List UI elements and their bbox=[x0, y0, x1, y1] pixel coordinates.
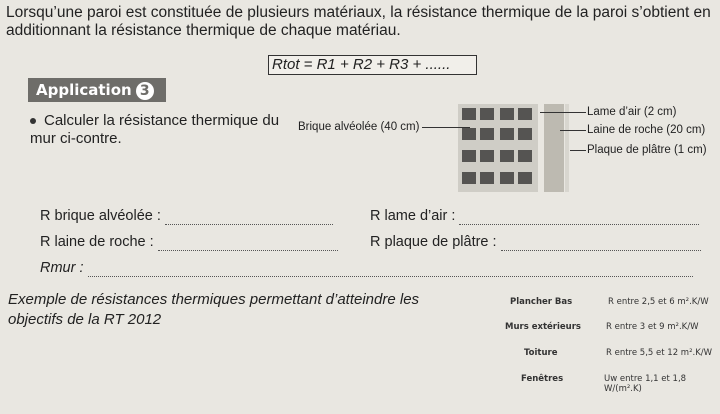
field-r-plaque bbox=[370, 233, 701, 251]
label-plaque: Plaque de plâtre (1 cm) bbox=[587, 144, 707, 156]
table-row-3-value: R entre 5,5 et 12 m².K/W bbox=[606, 348, 713, 358]
table-row-2-item: Murs extérieurs bbox=[505, 322, 581, 332]
wall-illustration bbox=[458, 104, 578, 192]
field-r-laine-blank[interactable] bbox=[158, 250, 338, 251]
field-r-lame-blank[interactable] bbox=[459, 224, 699, 225]
instruction bbox=[30, 112, 285, 148]
field-r-brique bbox=[40, 207, 333, 225]
wall-diagram bbox=[458, 104, 578, 192]
table-row-1-item: Plancher Bas bbox=[510, 297, 573, 307]
application-label: Application bbox=[36, 81, 132, 99]
arrow-plaque bbox=[570, 150, 586, 151]
field-r-laine bbox=[40, 233, 338, 251]
field-rmur-blank[interactable] bbox=[88, 276, 693, 277]
field-r-brique-blank[interactable] bbox=[165, 224, 333, 225]
intro-text: Lorsqu’une paroi est constituée de plusieurs matériaux, la résistance thermique de la paroi s’obtient en additionnant la résistance thermique de chaque matériau. bbox=[6, 4, 711, 39]
field-rmur-label: Rmur : bbox=[40, 260, 84, 276]
field-r-plaque-label: R plaque de plâtre : bbox=[370, 234, 497, 250]
table-row-3-item: Toiture bbox=[524, 348, 558, 358]
field-r-lame bbox=[370, 207, 699, 225]
table-row-4-value: Uw entre 1,1 et 1,8 W/(m².K) bbox=[604, 374, 687, 394]
field-r-brique-label: R brique alvéolée : bbox=[40, 208, 161, 224]
example-title: Exemple de résistances thermiques permettant d’atteindre les objectifs de la RT 2012 bbox=[8, 291, 420, 328]
label-lame: Lame d’air (2 cm) bbox=[587, 106, 677, 118]
label-laine: Laine de roche (20 cm) bbox=[587, 124, 706, 136]
application-banner bbox=[28, 78, 166, 102]
table-row-2-value: R entre 3 et 9 m².K/W bbox=[606, 322, 699, 332]
table-row-1-value: R entre 2,5 et 6 m².K/W bbox=[608, 297, 709, 307]
field-r-laine-label: R laine de roche : bbox=[40, 234, 154, 250]
arrow-lame bbox=[540, 112, 586, 113]
formula-box: Rtot = R1 + R2 + R3 + ...... bbox=[268, 55, 477, 75]
field-r-lame-label: R lame d’air : bbox=[370, 208, 456, 224]
arrow-laine bbox=[560, 130, 586, 131]
label-brique: Brique alvéolée (40 cm) bbox=[298, 121, 420, 133]
table-row-4-item: Fenêtres bbox=[521, 374, 564, 384]
application-number: 3 bbox=[136, 82, 154, 100]
instruction-text: Calculer la résistance thermique du mur ci-contre. bbox=[30, 112, 280, 147]
field-r-plaque-blank[interactable] bbox=[501, 250, 701, 251]
arrow-brique bbox=[422, 127, 470, 128]
field-rmur bbox=[40, 259, 693, 277]
bullet-icon bbox=[30, 118, 36, 124]
